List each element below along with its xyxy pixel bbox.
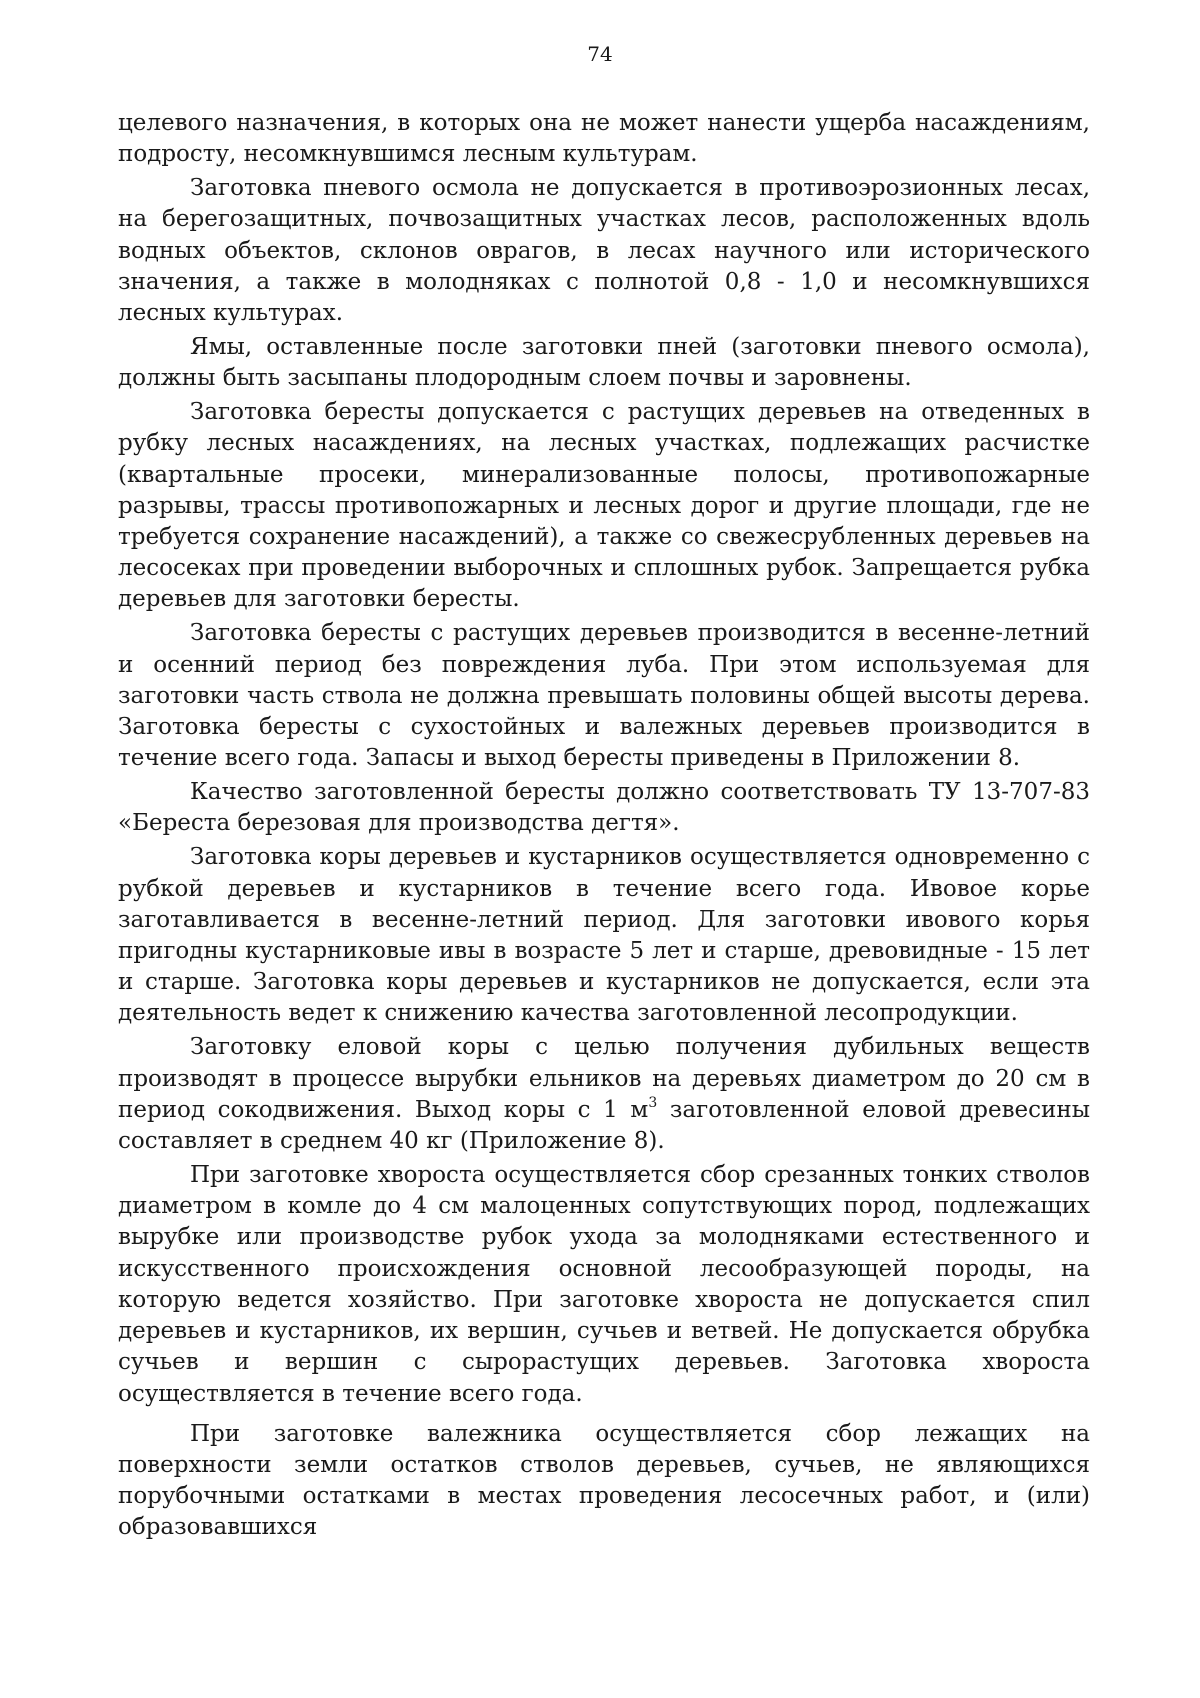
paragraph-9: При заготовке хвороста осуществляется сбор срезанных тонких стволов диаметром в комле до 4 см малоценных сопутствующих пород, подлежащих вырубке или производстве рубок ухода за молодняками естественного и искусственного происхождения основной лесообразующей породы, на которую ведется хозяйство. При заготовке хвороста не допускается спил деревьев и кустарников, их вершин, сучьев и ветвей. Не допускается обрубка сучьев и вершин с сырорастущих деревьев. Заготовка хвороста осуществляется в течение всего года. [118, 1162, 1090, 1407]
paragraph-8-text-before-superscript: Заготовку еловой коры с целью получения дубильных веществ производят в процессе вырубки ельников на деревьях диаметром до 20 см в период сокодвижения. Выход коры с 1 м [118, 1034, 1090, 1123]
paragraph-1: целевого назначения, в которых она не может нанести ущерба насаждениям, подросту, несомкнувшимся лесным культурам. [118, 110, 1090, 168]
paragraph-8 [118, 1032, 1090, 1157]
cubic-superscript: 3 [648, 1094, 658, 1111]
paragraph-10: При заготовке валежника осуществляется сбор лежащих на поверхности земли остатков стволов деревьев, сучьев, не являющихся порубочными остатками в местах проведения лесосечных работ, и (или) образовавшихся [118, 1420, 1090, 1541]
document-body [118, 108, 1090, 1544]
page-number: 74 [587, 42, 613, 66]
paragraph-5: Заготовка бересты с растущих деревьев производится в весенне-летний и осенний период без повреждения луба. При этом используемая для заготовки часть ствола не должна превышать половины общей высоты дерева. Заготовка бересты с сухостойных и валежных деревьев производится в течение всего года. Запасы и выход бересты приведены в Приложении 8. [118, 620, 1090, 772]
paragraph-7: Заготовка коры деревьев и кустарников осуществляется одновременно с рубкой деревьев и кустарников в течение всего года. Ивовое корье заготавливается в весенне-летний период. Для заготовки ивового корья пригодны кустарниковые ивы в возрасте 5 лет и старше, древовидные - 15 лет и старше. Заготовка коры деревьев и кустарников не допускается, если эта деятельность ведет к снижению качества заготовленной лесопродукции. [118, 844, 1090, 1027]
paragraph-4: Заготовка бересты допускается с растущих деревьев на отведенных в рубку лесных насаждениях, на лесных участках, подлежащих расчистке (квартальные просеки, минерализованные полосы, противопожарные разрывы, трассы противопожарных и лесных дорог и другие площади, где не требуется сохранение насаждений), а также со свежесрубленных деревьев на лесосеках при проведении выборочных и сплошных рубок. Запрещается рубка деревьев для заготовки бересты. [118, 399, 1090, 613]
paragraph-2: Заготовка пневого осмола не допускается в противоэрозионных лесах, на берегозащитных, почвозащитных участках лесов, расположенных вдоль водных объектов, склонов оврагов, в лесах научного или исторического значения, а также в молодняках с полнотой 0,8 - 1,0 и несомкнувшихся лесных культурах. [118, 175, 1090, 327]
paragraph-8-text-after-superscript: заготовленной еловой древесины составляет в среднем 40 кг (Приложение 8). [118, 1096, 1090, 1155]
paragraph-6: Качество заготовленной бересты должно соответствовать ТУ 13-707-83 «Береста березовая для производства дегтя». [118, 779, 1090, 837]
paragraph-3: Ямы, оставленные после заготовки пней (заготовки пневого осмола), должны быть засыпаны плодородным слоем почвы и заровнены. [118, 334, 1090, 392]
